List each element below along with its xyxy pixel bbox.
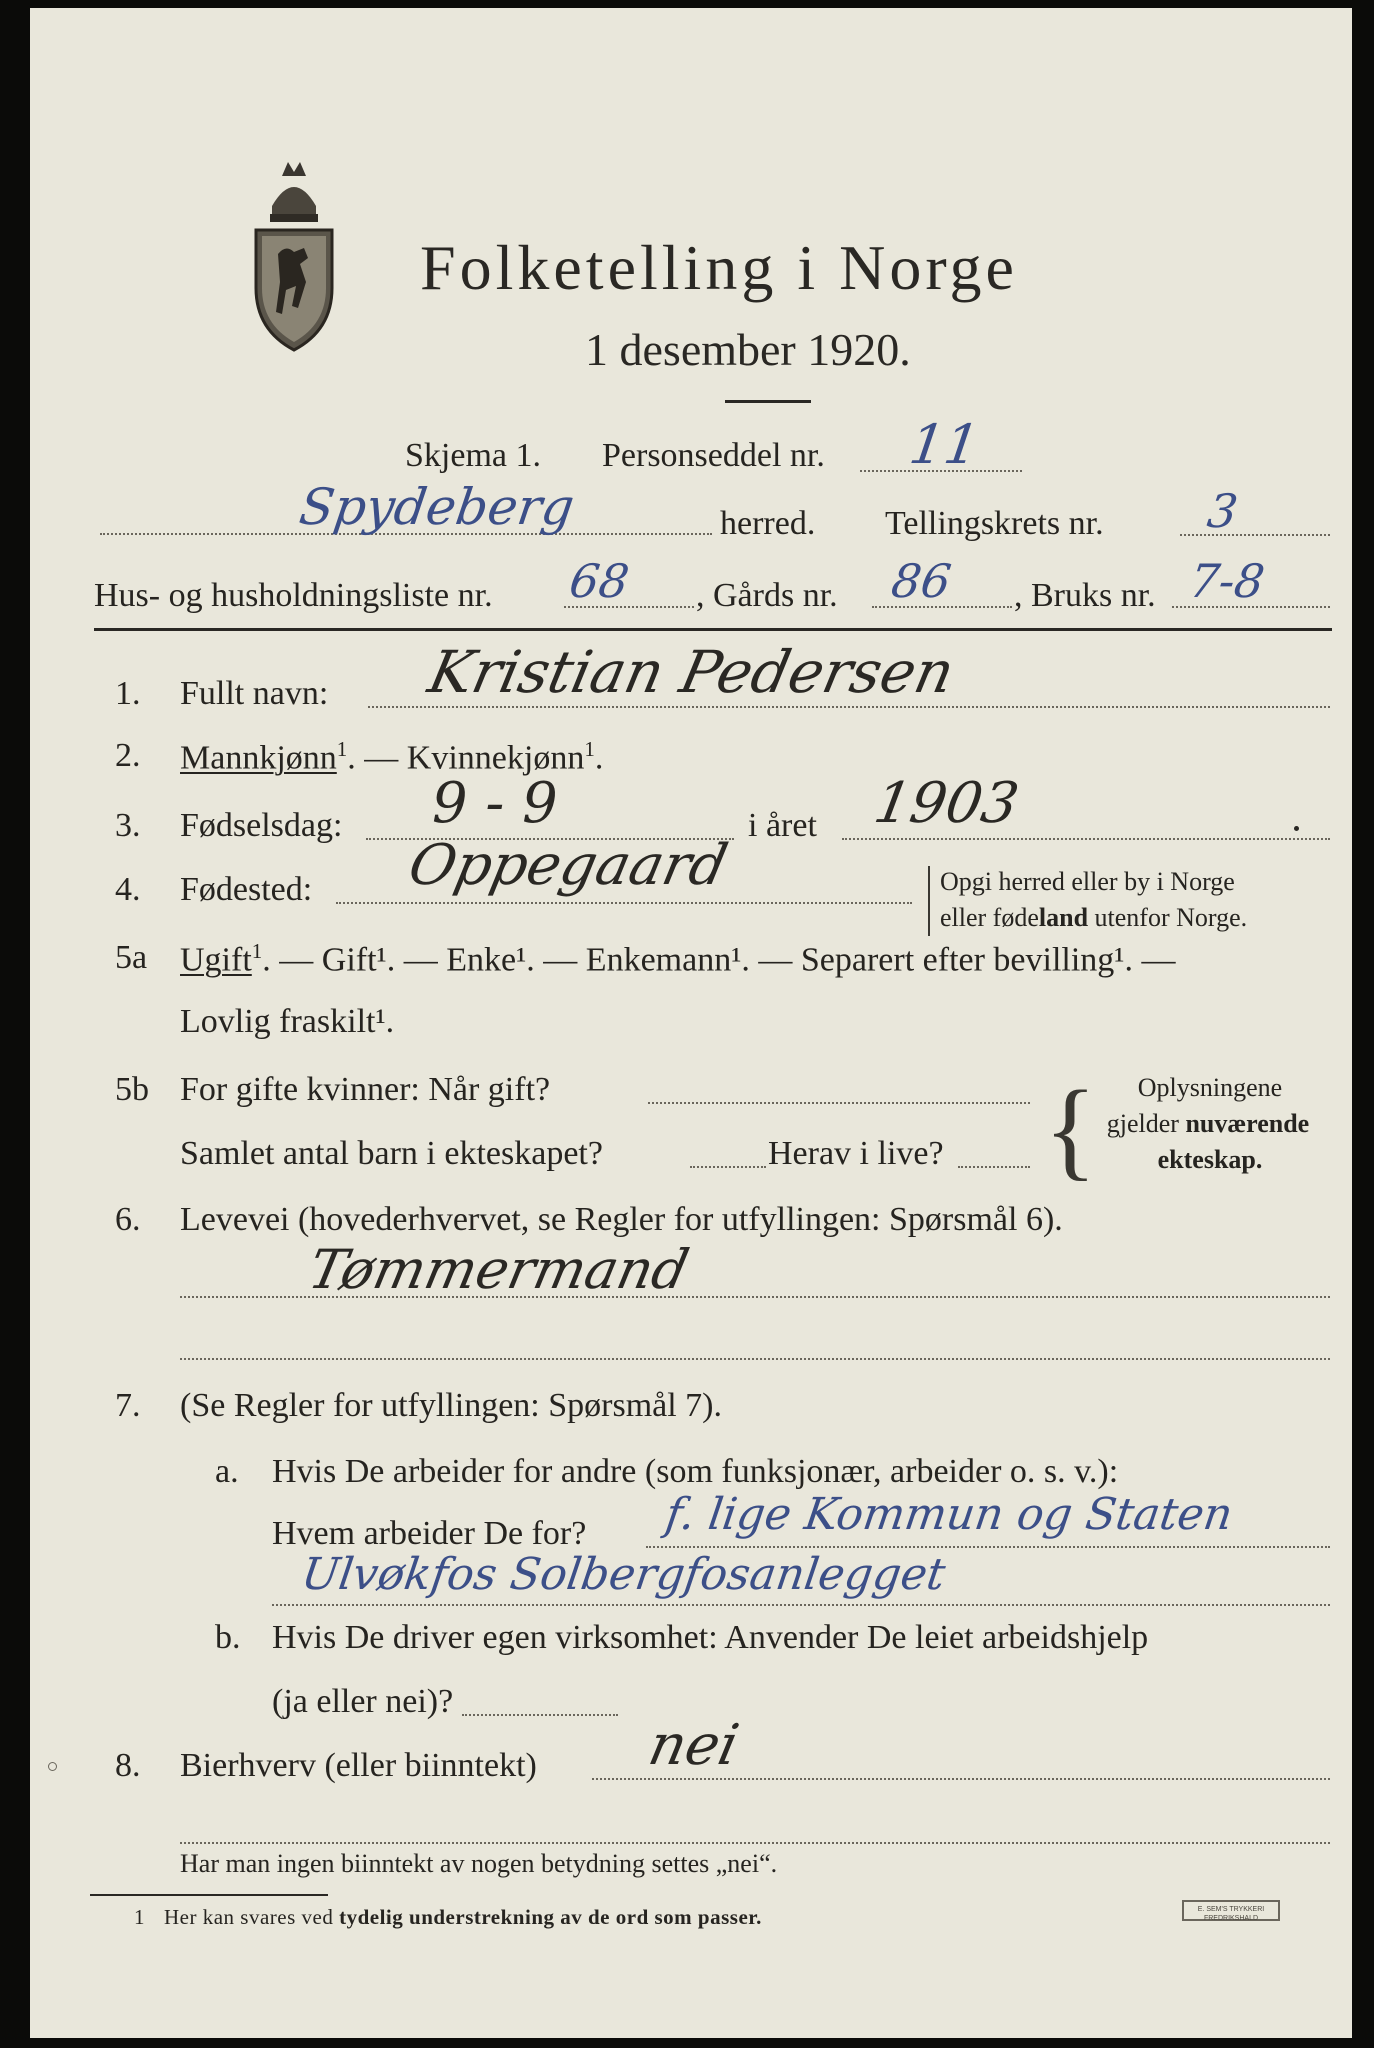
- norwegian-coat-of-arms-icon: [252, 158, 336, 354]
- q2-male-option: Mannkjønn: [180, 739, 337, 777]
- footnote-rule: [90, 1894, 328, 1896]
- q1-label: Fullt navn:: [180, 675, 329, 712]
- q7b-label: Hvis De driver egen virksomhet: Anvender De leiet arbeidshjelp: [272, 1619, 1149, 1656]
- q3-birthday-value: 9 - 9: [432, 771, 558, 836]
- q1-full-name-value: Kristian Pedersen: [422, 638, 961, 706]
- printer-stamp: E. SEM'S TRYKKERI FREDRIKSHALD: [1182, 1900, 1280, 1921]
- q5b-note-line3: ekteskap.: [1157, 1145, 1263, 1174]
- q6-label: Levevei (hovederhvervet, se Regler for utfyllingen: Spørsmål 6).: [180, 1201, 1063, 1238]
- q5b-note-line1: Oplysningene: [1137, 1073, 1283, 1102]
- footnote-mark: 1: [134, 1905, 145, 1929]
- q7a-letter: a.: [215, 1453, 239, 1490]
- census-date: 1 desember 1920.: [585, 324, 911, 375]
- gards-value: 86: [888, 554, 955, 608]
- q2-female-option: Kvinnekjønn: [406, 739, 585, 777]
- q8-line: [592, 1778, 1330, 1780]
- q7a-line1: [646, 1546, 1330, 1548]
- q6-line2: [180, 1358, 1330, 1360]
- hus-value: 68: [566, 554, 633, 608]
- q7a-label: Hvis De arbeider for andre (som funksjonær, arbeider o. s. v.):: [272, 1453, 1119, 1490]
- q5b-alive-line: [958, 1166, 1030, 1168]
- q5b-note-line2: gjelder nuværende: [1106, 1109, 1310, 1138]
- q5b-label-children: Samlet antal barn i ekteskapet?: [180, 1135, 603, 1172]
- paper-hole-mark: [48, 1762, 57, 1771]
- q1-line: [368, 706, 1330, 708]
- tellingskrets-label: Tellingskrets nr.: [885, 505, 1104, 542]
- census-form-page: [30, 8, 1352, 2038]
- q5a-number: 5a: [115, 939, 148, 976]
- personseddel-value: 11: [905, 413, 984, 476]
- q3-year-line: [842, 838, 1330, 840]
- q7a-line2: [272, 1604, 1330, 1606]
- q5a-marital-options: Ugift$^1$. — Gift¹. — Enke¹. — Enkemann¹. — Separert efter bevilling¹. —: [180, 939, 1176, 979]
- q8-line2: [180, 1842, 1330, 1844]
- tellingskrets-value: 3: [1204, 484, 1242, 538]
- gards-label: , Gårds nr.: [696, 577, 838, 614]
- q5a-line2: Lovlig fraskilt¹.: [180, 1003, 395, 1040]
- q8-number: 8.: [115, 1747, 141, 1784]
- q6-line1: [180, 1296, 1330, 1298]
- q7b-letter: b.: [215, 1619, 241, 1656]
- q5b-married-line: [648, 1102, 1030, 1104]
- q5b-brace: {: [1044, 1068, 1097, 1190]
- q5b-number: 5b: [115, 1071, 149, 1108]
- q7a-label2: Hvem arbeider De for?: [272, 1515, 587, 1552]
- q1-number: 1.: [115, 675, 141, 712]
- herred-label: herred.: [720, 505, 816, 542]
- hus-label: Hus- og husholdningsliste nr.: [94, 577, 493, 614]
- q5b-label-married: For gifte kvinner: Når gift?: [180, 1071, 551, 1108]
- q3-number: 3.: [115, 807, 141, 844]
- q3-year-label: i året: [748, 807, 817, 844]
- q7a-employer-value1: f. lige Kommun og Staten: [662, 1489, 1236, 1540]
- q4-birthplace-value: Oppegaard: [403, 833, 733, 898]
- footnote-text: Her kan svares ved tydelig understrekning av de ord som passer.: [164, 1905, 762, 1929]
- ink-speck: [1294, 826, 1299, 831]
- q7a-employer-value2: Ulvøkfos Solbergfosanlegget: [298, 1549, 949, 1600]
- q3-birth-year-value: 1903: [869, 771, 1024, 836]
- footer-note: Har man ingen biinntekt av nogen betydning settes „nei“.: [180, 1849, 778, 1878]
- q8-label: Bierhverv (eller biinntekt): [180, 1747, 537, 1784]
- bruks-label: , Bruks nr.: [1014, 577, 1156, 614]
- tellingskrets-line: [1180, 534, 1330, 536]
- q7-label: (Se Regler for utfyllingen: Spørsmål 7).: [180, 1387, 723, 1424]
- q4-number: 4.: [115, 871, 141, 908]
- q7b-label2: (ja eller nei)?: [272, 1683, 454, 1720]
- q8-side-income-value: nei: [643, 1713, 745, 1778]
- q6-occupation-value: Tømmermand: [303, 1238, 695, 1301]
- q7b-line: [462, 1714, 618, 1716]
- header-rule: [94, 628, 1332, 631]
- q7-number: 7.: [115, 1387, 141, 1424]
- q2-gender-options: Mannkjønn$^1$. — Kvinnekjønn$^1$.: [180, 737, 604, 777]
- q4-note-line2: eller fødeland utenfor Norge.: [940, 903, 1248, 932]
- personseddel-label: Personseddel nr.: [602, 437, 825, 474]
- q5b-children-line: [690, 1166, 766, 1168]
- title-divider: [725, 400, 811, 403]
- q5b-label-alive: Herav i live?: [768, 1135, 944, 1172]
- skjema-label: Skjema 1.: [405, 437, 541, 474]
- q3-label: Fødselsdag:: [180, 807, 343, 844]
- q5a-ugift-option: Ugift: [180, 941, 252, 979]
- q4-note-bracket: [928, 866, 930, 936]
- herred-value: Spydeberg: [295, 478, 578, 536]
- q2-number: 2.: [115, 737, 141, 774]
- form-title: Folketelling i Norge: [420, 232, 1018, 303]
- bruks-value: 7-8: [1186, 554, 1268, 608]
- q6-number: 6.: [115, 1201, 141, 1238]
- q4-note-line1: Opgi herred eller by i Norge: [940, 867, 1235, 896]
- q4-line: [336, 902, 912, 904]
- q4-label: Fødested:: [180, 871, 313, 908]
